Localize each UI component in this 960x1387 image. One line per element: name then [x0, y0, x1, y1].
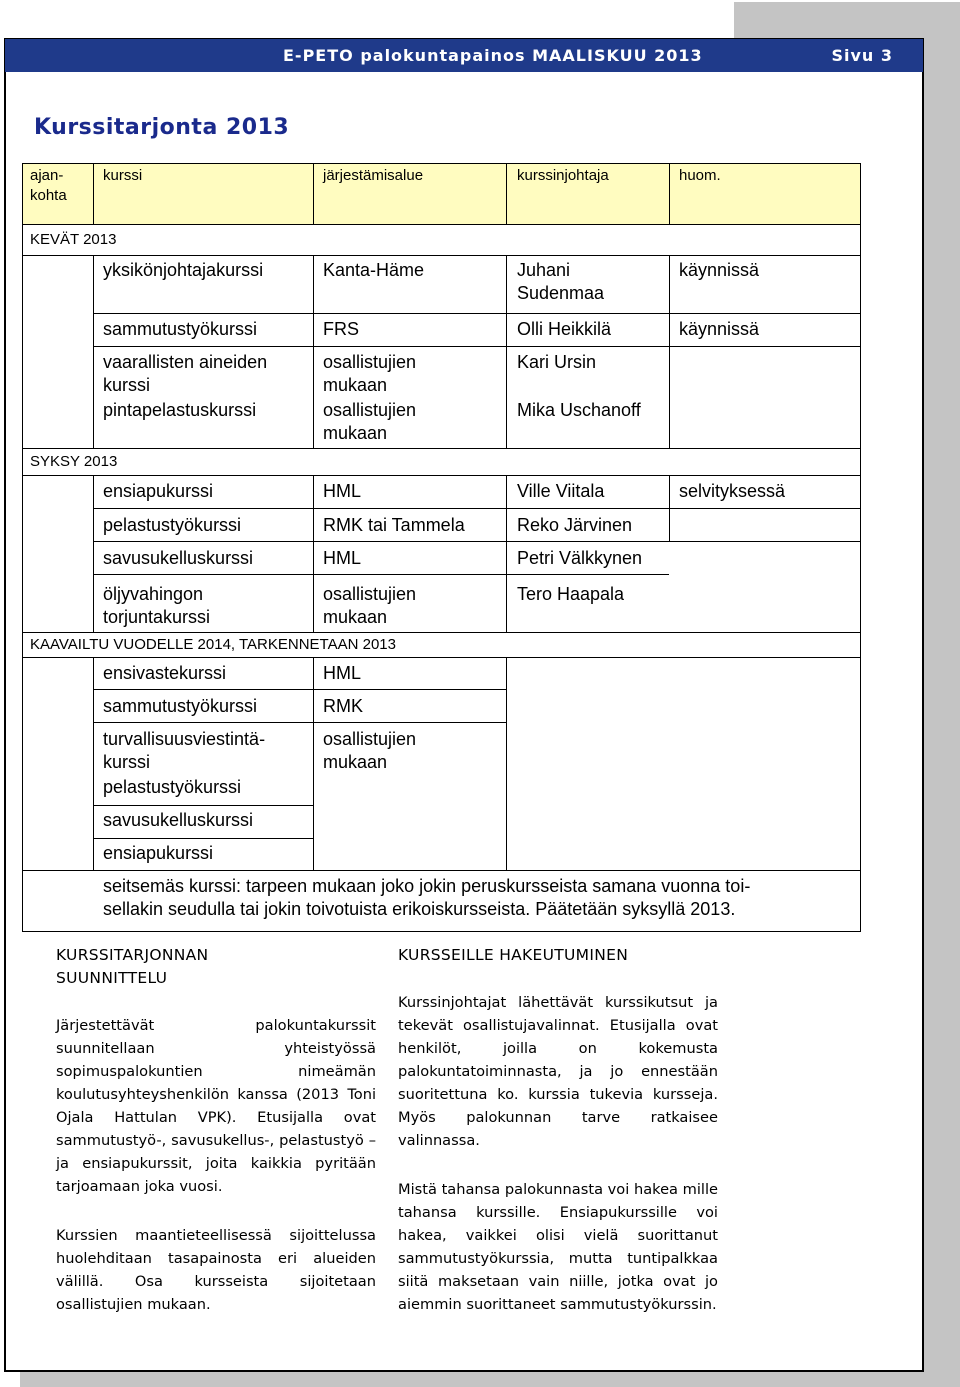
table-cell: Petri Välkkynen [517, 548, 643, 568]
page-shadow-bottom [20, 1372, 960, 1387]
table-cell: selvityksessä [679, 481, 786, 501]
table-row: sammutustyökurssi [103, 319, 258, 339]
table-cell: Kari Ursin [517, 352, 597, 372]
table-cell: käynnissä [679, 260, 760, 280]
right-paragraph-2: Mistä tahansa palokunnasta voi hakea mille tahansa kurssille. Ensiapukurssille voi hakea, vaikkei olisi vielä suorittanut sammutustyökurssia, mutta tuntipalkkaa siitä maksetaan vain niille, jotka ovat jo aiemmin suorittaneet sammutustyökurssin. [398, 1181, 718, 1313]
table-cell: osallistujien [323, 729, 417, 749]
page-title: Kurssitarjonta 2013 [34, 115, 290, 140]
section-spring: KEVÄT 2013 [30, 231, 117, 248]
table-footnote-line2: sellakin seudulla tai jokin toivotuista erikoiskursseista. Päätetään syksyllä 2013. [103, 899, 736, 919]
table-cell: kurssi [103, 752, 151, 772]
table-cell: käynnissä [679, 319, 760, 339]
table-row: vaarallisten aineiden [103, 352, 268, 372]
right-heading: KURSSEILLE HAKEUTUMINEN [398, 946, 629, 964]
left-paragraph-1: Järjestettävät palokuntakurssit suunnitellaan yhteistyössä sopimuspalokuntien nimeämän koulutusyhteyshenkilön kanssa (2013 Toni Ojala Hattulan VPK). Etusijalla ovat sammutustyö-, savusukellus-, pelastustyö – ja ensiapukurssit, joita kaikkia pyritään tarjoamaan joka vuosi. [56, 1017, 376, 1195]
table-row: turvallisuusviestintä- [103, 729, 266, 749]
table-cell: kurssi [103, 375, 151, 395]
table-row: savusukelluskurssi [103, 810, 254, 830]
table-cell: HML [323, 481, 362, 501]
table-row: pelastustyökurssi [103, 515, 242, 535]
table-footnote-line1: seitsemäs kurssi: tarpeen mukaan joko jokin peruskursseista samana vuonna toi- [103, 876, 751, 896]
left-heading-line2: SUUNNITTELU [56, 969, 168, 987]
table-cell: Tero Haapala [517, 584, 625, 604]
table-row: ensiapukurssi [103, 481, 214, 501]
table-cell: Sudenmaa [517, 283, 605, 303]
right-paragraph-1: Kurssinjohtajat lähettävät kurssikutsut ja tekevät osallistujavalinnat. Etusijalla ovat henkilöt, joilla on kokemusta palokuntatoiminnasta, ja jo ennestään suoritettuna ko. kurssia tukevia kursseja. Myös palokunnan tarve ratkaisee valinnassa. [398, 994, 718, 1149]
col-header-ajankohta-2: kohta [30, 187, 67, 204]
table-cell: RMK tai Tammela [323, 515, 465, 535]
table-cell: osallistujien [323, 352, 417, 372]
table-cell: mukaan [323, 375, 388, 395]
col-header-kurssi: kurssi [103, 167, 143, 184]
header-bar [5, 39, 923, 72]
table-cell: Mika Uschanoff [517, 400, 641, 420]
left-heading-line1: KURSSITARJONNAN [56, 946, 209, 964]
table-row: pelastustyökurssi [103, 777, 242, 797]
table-cell: Kanta-Häme [323, 260, 425, 280]
table-cell: torjuntakurssi [103, 607, 211, 627]
table-cell: HML [323, 663, 362, 683]
col-header-alue: järjestämisalue [323, 167, 424, 184]
table-row: ensiapukurssi [103, 843, 214, 863]
page-number: Sivu 3 [831, 46, 893, 65]
col-header-huom: huom. [679, 167, 721, 184]
col-header-johtaja: kurssinjohtaja [517, 167, 609, 184]
section-autumn: SYKSY 2013 [30, 453, 118, 470]
table-row: öljyvahingon [103, 584, 204, 604]
table-cell: Ville Viitala [517, 481, 605, 501]
table-cell: Reko Järvinen [517, 515, 633, 535]
table-cell: Olli Heikkilä [517, 319, 612, 339]
table-row: yksikönjohtajakurssi [103, 260, 264, 280]
section-planned: KAAVAILTU VUODELLE 2014, TARKENNETAAN 2013 [30, 636, 396, 653]
left-paragraph-2: Kurssien maantieteellisessä sijoittelussa huolehditaan tasapainosta eri alueiden välillä. Osa kursseista sijoitetaan osallistujien mukaan. [56, 1227, 376, 1313]
table-cell: mukaan [323, 752, 388, 772]
table-cell: HML [323, 548, 362, 568]
newsletter-title: E-PETO palokuntapainos MAALISKUU 2013 [283, 46, 703, 65]
table-row: ensivastekurssi [103, 663, 227, 683]
table-cell: mukaan [323, 423, 388, 443]
table-cell: RMK [323, 696, 363, 716]
table-cell: osallistujien [323, 400, 417, 420]
table-cell: mukaan [323, 607, 388, 627]
table-cell: FRS [323, 319, 359, 339]
table-row: pintapelastuskurssi [103, 400, 257, 420]
table-row: sammutustyökurssi [103, 696, 258, 716]
table-cell: osallistujien [323, 584, 417, 604]
table-row: savusukelluskurssi [103, 548, 254, 568]
col-header-ajankohta: ajan- [30, 167, 64, 184]
table-cell: Juhani [517, 260, 571, 280]
